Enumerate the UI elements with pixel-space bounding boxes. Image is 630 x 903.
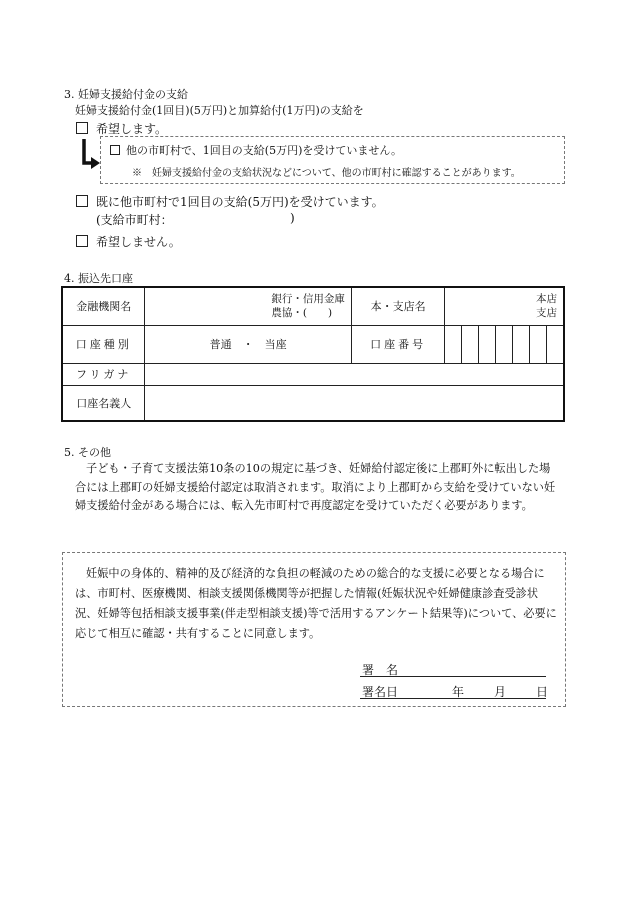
account-digit[interactable] (479, 325, 496, 363)
no-option[interactable] (76, 233, 181, 250)
already-checkbox[interactable] (76, 195, 88, 207)
signature-label: 署 名 (362, 663, 399, 677)
branch-label: 本・支店名 (351, 287, 445, 325)
date-month: 月 (494, 685, 507, 699)
account-digit[interactable] (546, 325, 564, 363)
account-digit[interactable] (496, 325, 513, 363)
furigana-field[interactable] (145, 363, 564, 385)
holder-label: 口座名義人 (62, 385, 145, 421)
bank-name-cell[interactable] (145, 287, 351, 325)
sub-option-checkbox[interactable] (110, 145, 120, 155)
account-digit[interactable] (462, 325, 479, 363)
already-option[interactable] (76, 193, 384, 210)
account-type-options[interactable]: 普通 ・ 当座 (145, 325, 351, 363)
account-type-label: 口座種別 (62, 325, 145, 363)
wish-label: 希望します。 (96, 122, 168, 136)
bank-type-line1: 銀行・信用金庫 (271, 293, 345, 306)
date-label: 署名日 (362, 685, 399, 699)
wish-option[interactable] (76, 120, 167, 137)
account-digit[interactable] (530, 325, 547, 363)
account-number-label: 口座番号 (351, 325, 445, 363)
signature-line[interactable] (360, 676, 546, 677)
bank-type-line2: 農協・( ) (271, 307, 333, 320)
furigana-label: フリガナ (62, 363, 145, 385)
account-digit[interactable] (513, 325, 530, 363)
date-day: 日 (536, 685, 549, 699)
section5-heading: 5. その他 (64, 446, 111, 459)
sub-option-label: 他の市町村で、1回目の支給(5万円)を受けていません。 (126, 144, 403, 157)
section4-heading: 4. 振込先口座 (64, 272, 133, 285)
municipality-label: (支給市町村： (96, 213, 173, 227)
section3-heading: 3. 妊婦支援給付金の支給 (64, 88, 188, 101)
note-text: ※ 妊婦支援給付金の支給状況などについて、他の市町村に確認することがあります。 (132, 168, 521, 179)
date-line[interactable] (360, 698, 546, 699)
account-digit[interactable] (445, 325, 462, 363)
already-label: 既に他市町村で1回目の支給(5万円)を受けています。 (96, 195, 384, 209)
branch-main: 本店 (536, 293, 557, 306)
holder-field[interactable] (145, 385, 564, 421)
sub-option[interactable] (110, 142, 402, 158)
account-table (61, 286, 565, 422)
section5-body: 子ども・子育て支援法第10条の10の規定に基づき、妊婦給付認定後に上郡町外に転出した場合には上郡町の妊婦支援給付認定は取消されます。取消により上郡町から支給を受けていない妊婦支援給付金がある場合には、転入先市町村で再度認定を受けていただく必要があります。 (75, 462, 556, 512)
branch-name-cell[interactable] (445, 287, 564, 325)
arrow-icon (78, 137, 102, 171)
no-label: 希望しません。 (96, 235, 181, 249)
consent-body: 妊娠中の身体的、精神的及び経済的な負担の軽減のための総合的な支援に必要となる場合には、市町村、医療機関、相談支援関係機関等が把握した情報(妊娠状況や妊婦健康診査受診状況、妊婦等包括相談支援事業(伴走型相談支援)等で活用するアンケート結果等)について、必要に応じて相互に確認・共有することに同意します。 (75, 567, 557, 640)
no-checkbox[interactable] (76, 235, 88, 247)
date-year: 年 (452, 685, 465, 699)
bank-label: 金融機関名 (62, 287, 145, 325)
wish-checkbox[interactable] (76, 122, 88, 134)
municipality-close: ) (290, 211, 295, 225)
branch-sub: 支店 (536, 307, 557, 320)
section3-intro: 妊婦支援給付金(1回目)(5万円)と加算給付(1万円)の支給を (75, 104, 364, 117)
